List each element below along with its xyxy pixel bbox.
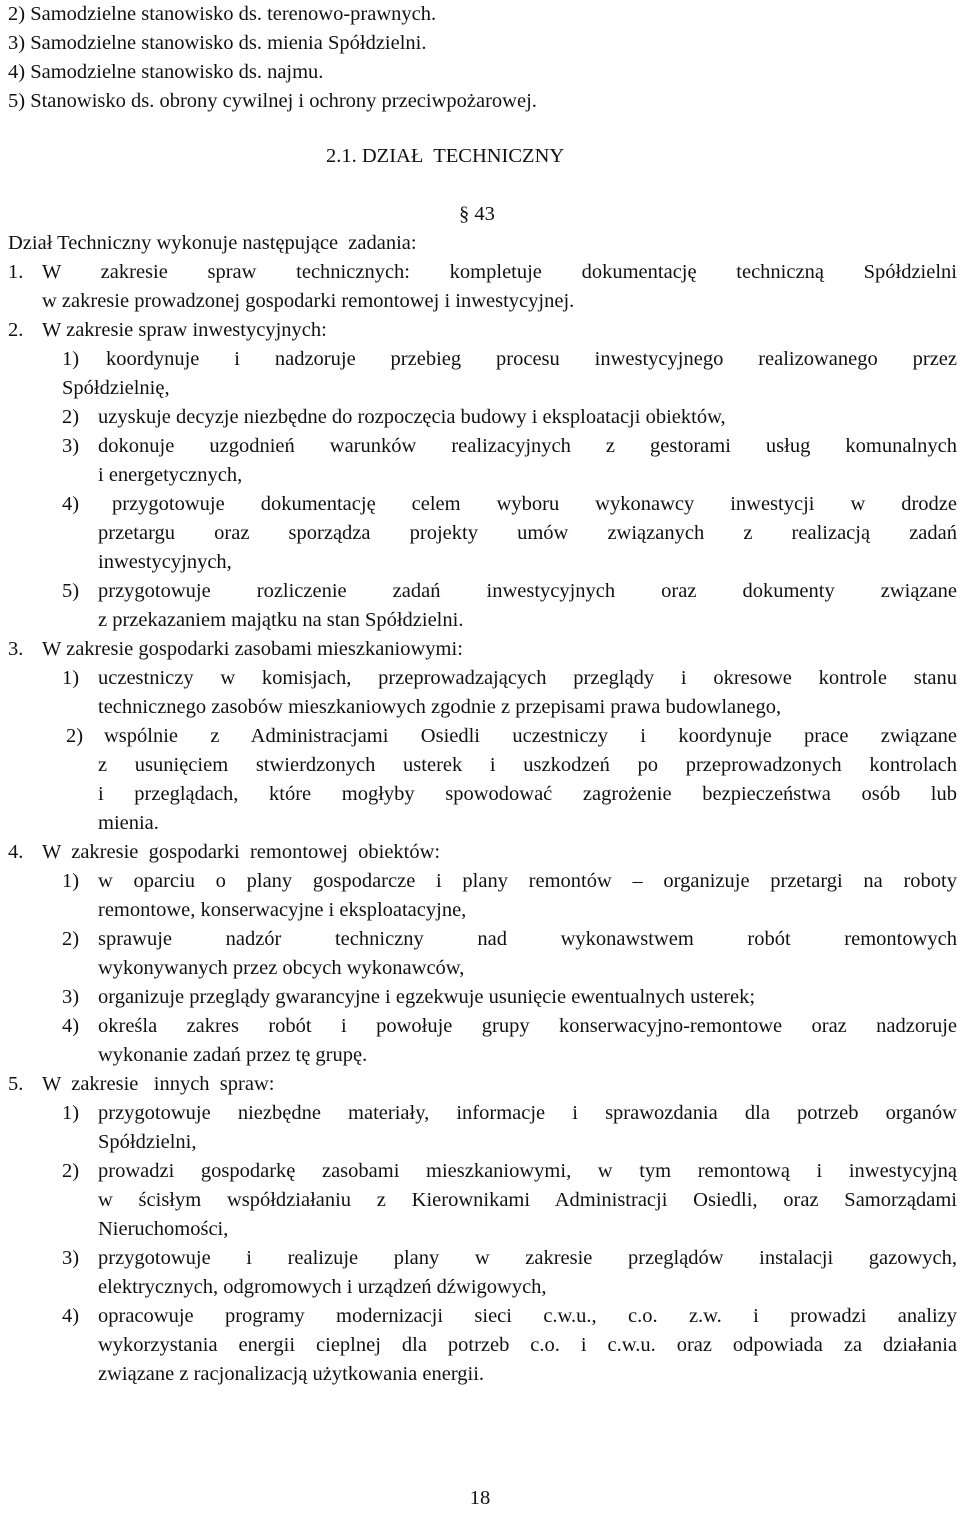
subitem-text-line: mienia. [98,812,159,834]
top-list-item: 5) Stanowisko ds. obrony cywilnej i ochrony przeciwpożarowej. [8,90,537,112]
top-list-item: 4) Samodzielne stanowisko ds. najmu. [8,61,324,83]
top-list-item: 2) Samodzielne stanowisko ds. terenowo-prawnych. [8,3,437,25]
subitem-text-line: i energetycznych, [98,464,243,486]
subitem-text-line: wykonanie zadań przez tę grupę. [98,1044,368,1066]
subitem-text-line: przygotowuje i realizuje plany w zakresie przeglądów instalacji gazowych, [98,1247,957,1269]
subitem-number: 1) [62,667,80,689]
subitem-text-line: wykorzystania energii cieplnej dla potrzeb c.o. i c.w.u. oraz odpowiada za działania [98,1334,957,1356]
subitem-text-line: koordynuje i nadzoruje przebieg procesu inwestycyjnego realizowanego przez [106,348,957,370]
subitem-number: 4) [62,1015,80,1037]
top-list-item: 3) Samodzielne stanowisko ds. mienia Spółdzielni. [8,32,427,54]
subitem-text-line: przygotowuje rozliczenie zadań inwestycyjnych oraz dokumenty związane [98,580,957,602]
subitem-text-line: elektrycznych, odgromowych i urządzeń dźwigowych, [98,1276,547,1298]
subitem-number: 1) [62,348,80,370]
subitem-text-line: wykonywanych przez obcych wykonawców, [98,957,465,979]
subitem-number: 3) [62,435,80,457]
item-number: 4. [8,841,24,863]
subitem-text-line: i przeglądach, które mogłyby spowodować zagrożenie bezpieczeństwa osób lub [98,783,957,805]
subitem-text-line: dokonuje uzgodnień warunków realizacyjnych z gestorami usług komunalnych [98,435,957,457]
subitem-text-line: przygotowuje niezbędne materiały, informacje i sprawozdania dla potrzeb organów [98,1102,957,1124]
page-number: 18 [469,1487,491,1509]
item-text-line: W zakresie spraw technicznych: kompletuje dokumentację techniczną Spółdzielni [42,261,957,283]
subitem-number: 1) [62,870,80,892]
subitem-text-line: określa zakres robót i powołuje grupy konserwacyjno-remontowe oraz nadzoruje [98,1015,957,1037]
subitem-number: 2) [62,1160,80,1182]
subitem-text-line: uzyskuje decyzje niezbędne do rozpoczęcia budowy i eksploatacji obiektów, [98,406,726,428]
subitem-number: 1) [62,1102,80,1124]
subitem-number: 4) [62,1305,80,1327]
subitem-text-line: związane z racjonalizacją użytkowania energii. [98,1363,485,1385]
subitem-number: 4) [62,493,80,515]
item-text-line: w zakresie prowadzonej gospodarki remontowej i inwestycyjnej. [42,290,575,312]
subitem-text-line: w oparciu o plany gospodarcze i plany remontów – organizuje przetargi na roboty [98,870,957,892]
section-intro: Dział Techniczny wykonuje następujące zadania: [8,232,417,254]
subitem-text-line: sprawuje nadzór techniczny nad wykonawstwem robót remontowych [98,928,957,950]
subitem-text-line: organizuje przeglądy gwarancyjne i egzekwuje usunięcie ewentualnych usterek; [98,986,756,1008]
subitem-number: 2) [66,725,84,747]
subitem-text-line: przetargu oraz sporządza projekty umów związanych z realizacją zadań [98,522,957,544]
item-number: 3. [8,638,24,660]
subitem-text-line: opracowuje programy modernizacji sieci c.w.u., c.o. z.w. i prowadzi analizy [98,1305,957,1327]
subitem-number: 2) [62,406,80,428]
subitem-text-line: Spółdzielni, [98,1131,197,1153]
item-title: W zakresie innych spraw: [42,1073,275,1095]
subitem-text-line: uczestniczy w komisjach, przeprowadzających przeglądy i okresowe kontrole stanu [98,667,957,689]
subitem-text-line: remontowe, konserwacyjne i eksploatacyjne, [98,899,467,921]
subitem-text-line: z przekazaniem majątku na stan Spółdzielni. [98,609,464,631]
item-number: 1. [8,261,24,283]
subitem-number: 5) [62,580,80,602]
item-title: W zakresie spraw inwestycyjnych: [42,319,327,341]
subitem-text-line: prowadzi gospodarkę zasobami mieszkaniowymi, w tym remontową i inwestycyjną [98,1160,957,1182]
subitem-text-line: z usunięciem stwierdzonych usterek i uszkodzeń po przeprowadzonych kontrolach [98,754,957,776]
subitem-text-line: przygotowuje dokumentację celem wyboru wykonawcy inwestycji w drodze [112,493,957,515]
subitem-number: 2) [62,928,80,950]
section-heading: 2.1. DZIAŁ TECHNICZNY [326,145,565,167]
item-number: 5. [8,1073,24,1095]
subitem-text-line: w ścisłym współdziałaniu z Kierownikami Administracji Osiedli, oraz Samorządami [98,1189,957,1211]
subitem-text-line: Spółdzielnię, [62,377,170,399]
item-number: 2. [8,319,24,341]
subitem-text-line: Nieruchomości, [98,1218,229,1240]
subitem-text-line: inwestycyjnych, [98,551,232,573]
item-title: W zakresie gospodarki zasobami mieszkaniowymi: [42,638,463,660]
subitem-number: 3) [62,1247,80,1269]
paragraph-number: § 43 [459,203,495,225]
subitem-number: 3) [62,986,80,1008]
item-title: W zakresie gospodarki remontowej obiektów: [42,841,441,863]
subitem-text-line: wspólnie z Administracjami Osiedli uczestniczy i koordynuje prace związane [104,725,957,747]
subitem-text-line: technicznego zasobów mieszkaniowych zgodnie z przepisami prawa budowlanego, [98,696,782,718]
